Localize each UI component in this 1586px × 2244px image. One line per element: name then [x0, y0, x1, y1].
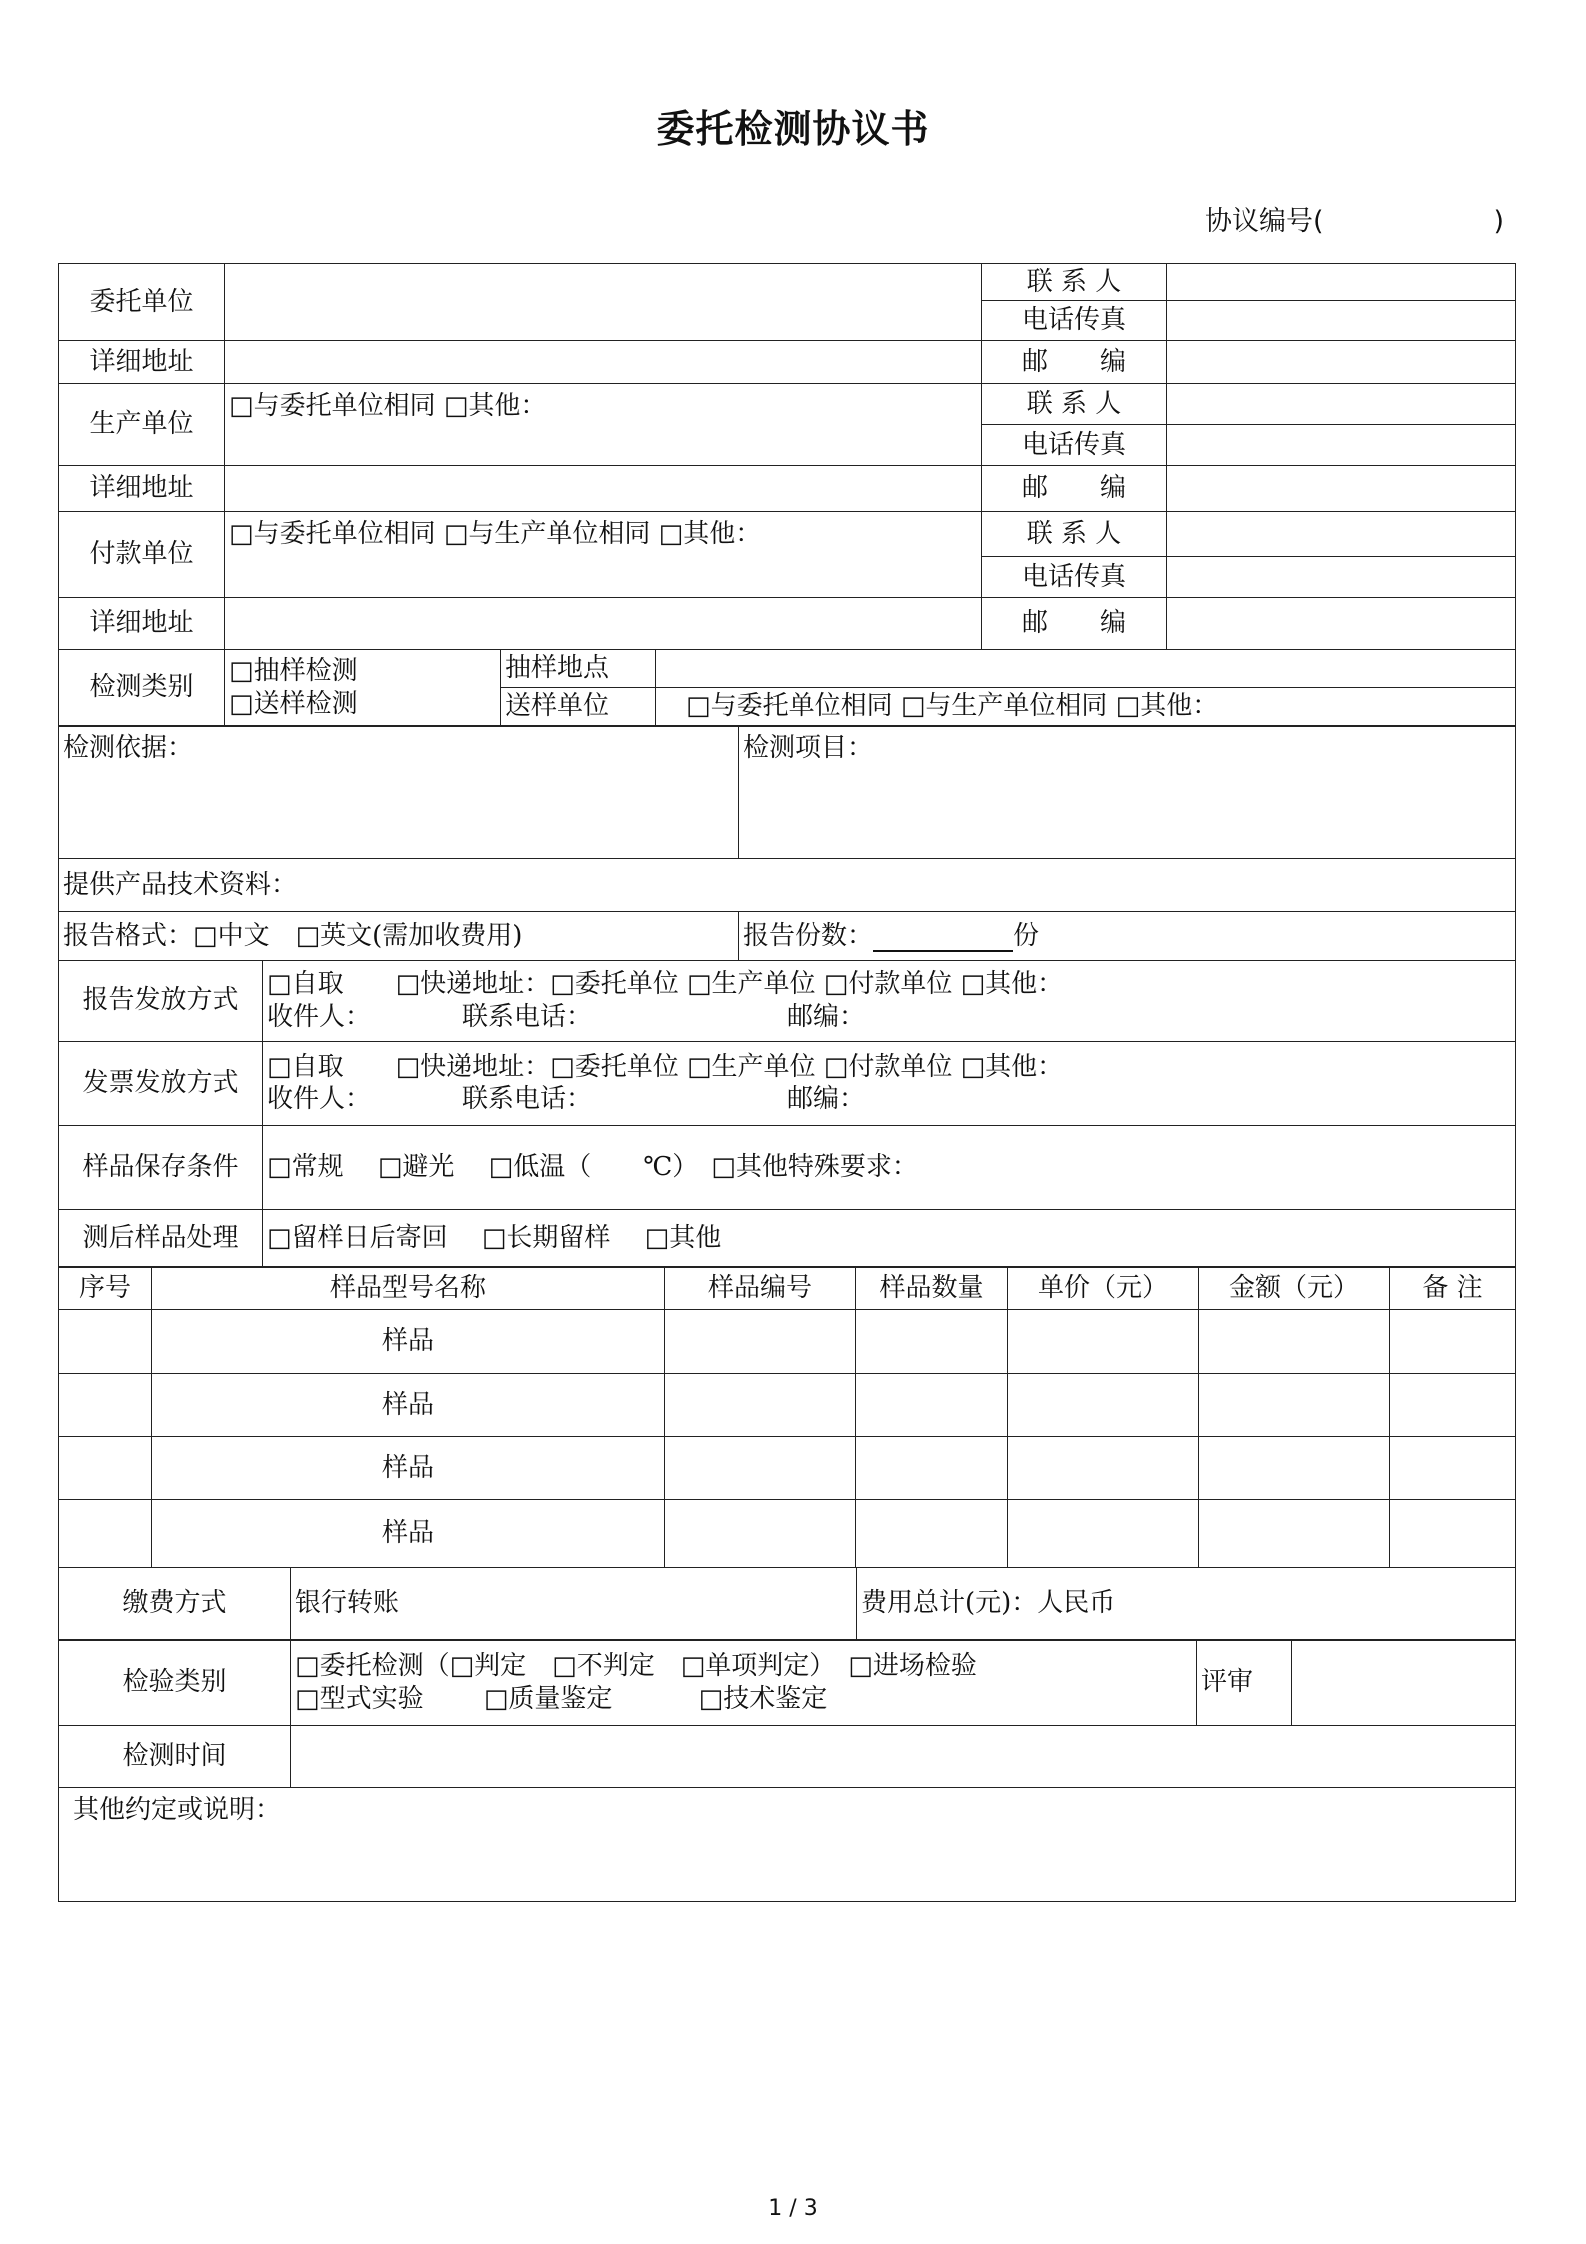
header-sample-no: 样品编号: [665, 1267, 856, 1310]
payment-method[interactable]: 银行转账: [291, 1567, 857, 1640]
client-address-field[interactable]: [225, 341, 982, 384]
page-number: 1 / 3: [768, 2196, 818, 2221]
report-delivery-label: 报告发放方式: [59, 960, 263, 1041]
producer-phone-field[interactable]: [1167, 425, 1516, 466]
invoice-delivery-line2: 收件人： 联系电话： 邮编：: [267, 1084, 866, 1114]
time-table: [58, 1725, 1516, 1902]
cell-index[interactable]: [59, 1310, 152, 1374]
report-delivery-line1[interactable]: □自取 □快递地址：□委托单位 □生产单位 □付款单位 □其他：: [267, 969, 1064, 999]
producer-contact-field[interactable]: [1167, 384, 1516, 425]
sampling-place-label: 抽样地点: [501, 649, 656, 687]
payer-phone-label: 电话传真: [982, 557, 1167, 598]
tech-docs-field[interactable]: 提供产品技术资料：: [59, 859, 1516, 912]
client-address-label: 详细地址: [59, 341, 225, 384]
test-items-field[interactable]: 检测项目：: [739, 726, 1516, 859]
table-row: [59, 1437, 1516, 1500]
client-phone-field[interactable]: [1167, 301, 1516, 341]
cell-quantity[interactable]: [856, 1500, 1008, 1568]
cell-unit-price[interactable]: [1008, 1310, 1199, 1374]
report-copies-unit: 份: [1013, 920, 1040, 951]
header-quantity: 样品数量: [856, 1267, 1008, 1310]
disposal-label: 测后样品处理: [59, 1209, 263, 1267]
delivery-table: [58, 960, 1516, 1268]
cell-sample-no[interactable]: [665, 1374, 856, 1437]
client-contact-label: 联 系 人: [982, 264, 1167, 301]
review-label: 评审: [1197, 1640, 1292, 1726]
inspection-label: 检验类别: [59, 1640, 291, 1726]
payer-contact-field[interactable]: [1167, 512, 1516, 557]
payment-table: [58, 1567, 1516, 1641]
client-field[interactable]: [225, 264, 982, 341]
sending-unit-label: 送样单位: [501, 687, 656, 726]
header-amount: 金额（元）: [1199, 1267, 1390, 1310]
cell-unit-price[interactable]: [1008, 1500, 1199, 1568]
cell-sample-no[interactable]: [665, 1310, 856, 1374]
report-delivery-line2: 收件人： 联系电话： 邮编：: [267, 1001, 866, 1032]
cell-index[interactable]: [59, 1500, 152, 1568]
cell-remarks[interactable]: [1390, 1437, 1516, 1500]
cell-sample-no[interactable]: [665, 1500, 856, 1568]
table-row: [59, 1310, 1516, 1374]
invoice-delivery-options[interactable]: [263, 1041, 1516, 1125]
cell-unit-price[interactable]: [1008, 1374, 1199, 1437]
inspection-options[interactable]: [291, 1640, 1197, 1726]
payer-phone-field[interactable]: [1167, 557, 1516, 598]
cell-remarks[interactable]: [1390, 1310, 1516, 1374]
payer-options[interactable]: □与委托单位相同 □与生产单位相同 □其他：: [225, 512, 982, 598]
agreement-number: [1205, 199, 1504, 238]
storage-label: 样品保存条件: [59, 1125, 263, 1209]
storage-options[interactable]: □常规 □避光 □低温（ ℃） □其他特殊要求：: [263, 1125, 1516, 1209]
cell-quantity[interactable]: [856, 1437, 1008, 1500]
test-time-label: 检测时间: [59, 1725, 291, 1787]
client-label: 委托单位: [59, 264, 225, 341]
agreement-number-close: ): [1493, 206, 1505, 237]
other-notes-field[interactable]: 其他约定或说明：: [59, 1787, 1516, 1901]
test-type-options[interactable]: [225, 649, 501, 726]
client-postcode-field[interactable]: [1167, 341, 1516, 384]
sample-table: [58, 1266, 1516, 1568]
inspection-line2[interactable]: □型式实验 □质量鉴定 □技术鉴定: [295, 1683, 828, 1714]
invoice-delivery-line1[interactable]: □自取 □快递地址：□委托单位 □生产单位 □付款单位 □其他：: [267, 1051, 1064, 1082]
producer-postcode-label: 邮 编: [982, 466, 1167, 512]
test-basis-field[interactable]: 检测依据：: [59, 726, 739, 859]
producer-label: 生产单位: [59, 384, 225, 466]
cell-index[interactable]: [59, 1374, 152, 1437]
cell-model-name[interactable]: 样品: [152, 1437, 665, 1500]
client-phone-label: 电话传真: [982, 301, 1167, 341]
client-contact-field[interactable]: [1167, 264, 1516, 301]
cell-unit-price[interactable]: [1008, 1437, 1199, 1500]
test-type-table: [58, 649, 1516, 727]
producer-phone-label: 电话传真: [982, 425, 1167, 466]
cell-remarks[interactable]: [1390, 1374, 1516, 1437]
test-type-label: 检测类别: [59, 649, 225, 726]
producer-address-label: 详细地址: [59, 466, 225, 512]
report-copies-field[interactable]: [873, 926, 1013, 952]
cell-index[interactable]: [59, 1437, 152, 1500]
header-remarks: 备 注: [1390, 1267, 1516, 1310]
table-row: [59, 1500, 1516, 1568]
producer-address-field[interactable]: [225, 466, 982, 512]
cell-sample-no[interactable]: [665, 1437, 856, 1500]
payer-contact-label: 联 系 人: [982, 512, 1167, 557]
cell-model-name[interactable]: 样品: [152, 1374, 665, 1437]
disposal-options[interactable]: □留样日后寄回 □长期留样 □其他: [263, 1209, 1516, 1267]
agreement-number-label: 协议编号(: [1205, 206, 1324, 237]
report-delivery-options[interactable]: [263, 960, 1516, 1041]
cell-amount[interactable]: [1199, 1437, 1390, 1500]
report-copies: [739, 912, 1516, 961]
report-copies-label: 报告份数：: [743, 920, 874, 951]
cell-remarks[interactable]: [1390, 1500, 1516, 1568]
cell-model-name[interactable]: 样品: [152, 1500, 665, 1568]
cell-model-name[interactable]: 样品: [152, 1310, 665, 1374]
inspection-table: [58, 1639, 1516, 1726]
payer-label: 付款单位: [59, 512, 225, 598]
form-sheet: [58, 263, 1516, 1902]
producer-contact-label: 联 系 人: [982, 384, 1167, 425]
header-model-name: 样品型号名称: [152, 1267, 665, 1310]
cell-quantity[interactable]: [856, 1310, 1008, 1374]
payment-label: 缴费方式: [59, 1567, 291, 1640]
sent-sample-option[interactable]: □送样检测: [229, 688, 358, 719]
inspection-line1[interactable]: □委托检测（□判定 □不判定 □单项判定） □进场检验: [295, 1651, 977, 1681]
payer-address-field[interactable]: [225, 598, 982, 650]
basis-table: [58, 725, 1516, 961]
producer-options[interactable]: □与委托单位相同 □其他：: [225, 384, 982, 466]
invoice-delivery-label: 发票发放方式: [59, 1041, 263, 1125]
cell-amount[interactable]: [1199, 1500, 1390, 1568]
test-time-field[interactable]: [291, 1725, 1516, 1787]
sending-unit-options[interactable]: □与委托单位相同 □与生产单位相同 □其他：: [656, 687, 1516, 726]
report-format-options[interactable]: 报告格式：□中文 □英文(需加收费用): [59, 912, 739, 961]
header-unit-price: 单价（元）: [1008, 1267, 1199, 1310]
payer-postcode-field[interactable]: [1167, 598, 1516, 650]
document-title: 委托检测协议书: [656, 107, 930, 151]
producer-postcode-field[interactable]: [1167, 466, 1516, 512]
sampling-test-option[interactable]: □抽样检测: [229, 656, 358, 686]
sampling-place-field[interactable]: [656, 649, 1516, 687]
payment-total[interactable]: 费用总计(元)：人民币: [857, 1567, 1516, 1640]
cell-amount[interactable]: [1199, 1310, 1390, 1374]
cell-quantity[interactable]: [856, 1374, 1008, 1437]
parties-table: [58, 263, 1516, 650]
payer-postcode-label: 邮 编: [982, 598, 1167, 650]
payer-address-label: 详细地址: [59, 598, 225, 650]
client-postcode-label: 邮 编: [982, 341, 1167, 384]
review-field[interactable]: [1292, 1640, 1516, 1726]
header-index: 序号: [59, 1267, 152, 1310]
cell-amount[interactable]: [1199, 1374, 1390, 1437]
table-row: [59, 1374, 1516, 1437]
